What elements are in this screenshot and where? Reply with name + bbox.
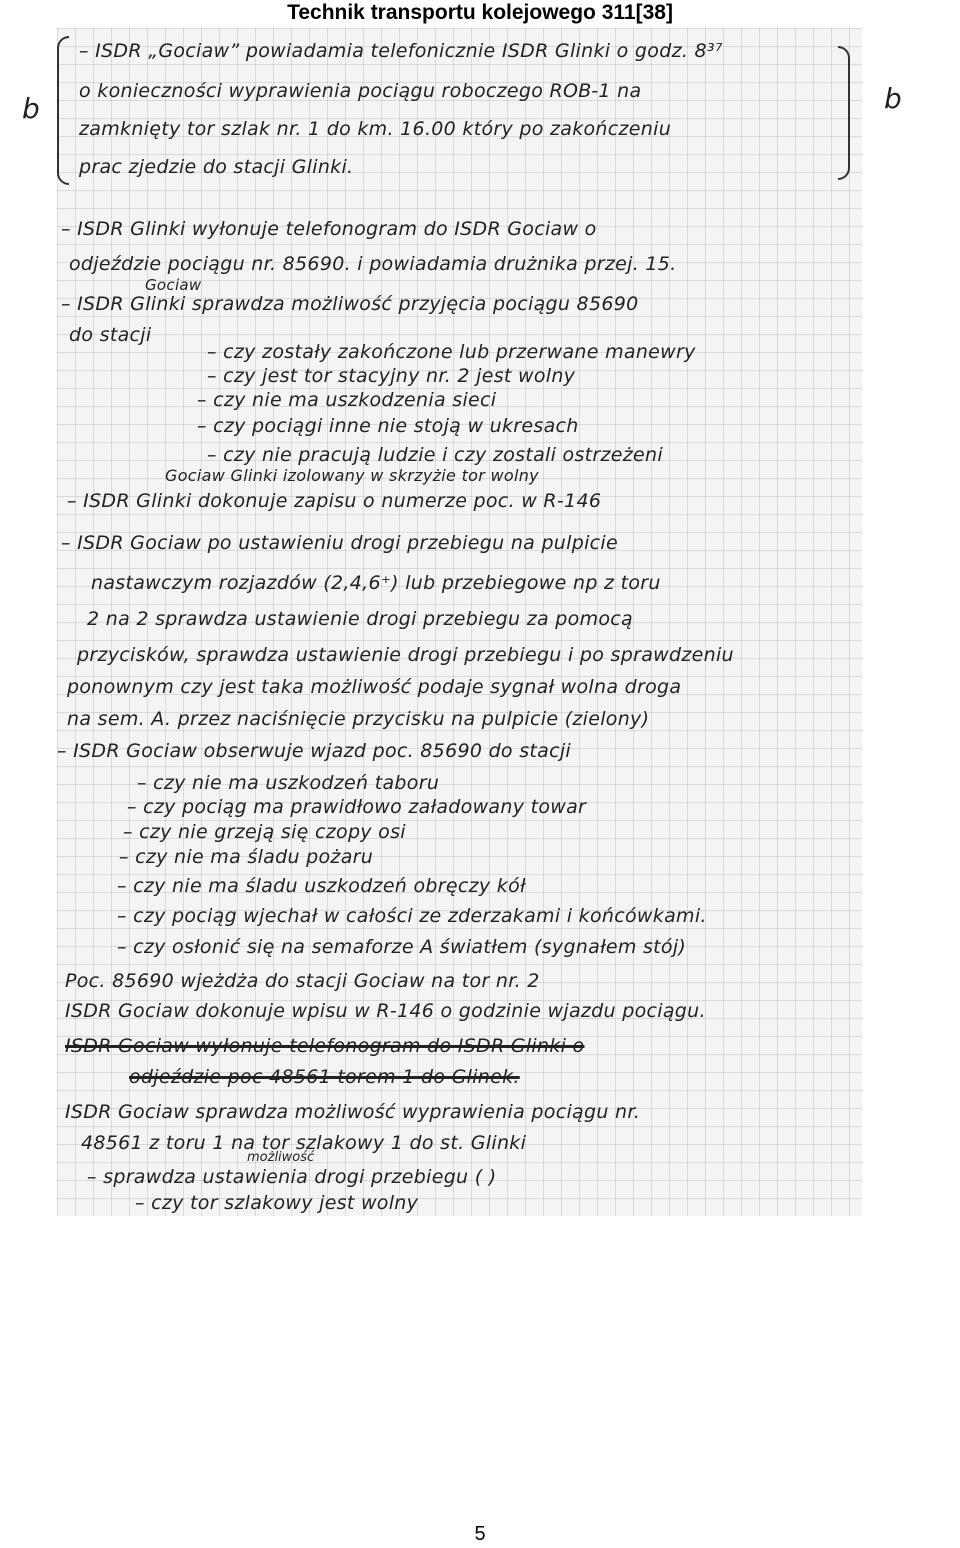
page-number: 5 <box>474 1523 486 1545</box>
note-line-insertion: Gociaw <box>145 276 202 294</box>
note-line: – ISDR Gociaw po ustawieniu drogi przebiegu na pulpicie <box>61 532 618 554</box>
note-line: nastawczym rozjazdów (2,4,6⁺) lub przebiegowe np z toru <box>91 572 661 594</box>
margin-label-left: b <box>22 92 40 125</box>
margin-label-right: b <box>884 82 902 115</box>
note-line: ISDR Gociaw sprawdza możliwość wyprawienia pociągu nr. <box>65 1101 641 1123</box>
note-line: – czy tor szlakowy jest wolny <box>135 1192 419 1214</box>
note-line: – czy nie ma śladu pożaru <box>119 846 374 868</box>
note-line: odjeździe pociągu nr. 85690. i powiadamia drużnika przej. 15. <box>69 253 677 275</box>
note-line: zamknięty tor szlak nr. 1 do km. 16.00 który po zakończeniu <box>79 118 672 140</box>
note-line: – ISDR „Gociaw” powiadamia telefonicznie ISDR Glinki o godz. 8³⁷ <box>79 40 723 62</box>
note-line: Poc. 85690 wjeżdża do stacji Gociaw na tor nr. 2 <box>65 970 540 992</box>
note-line: – ISDR Glinki sprawdza możliwość przyjęcia pociągu 85690 <box>61 293 639 315</box>
note-line: – ISDR Glinki wyłonuje telefonogram do ISDR Gociaw o <box>61 218 597 240</box>
note-line: na sem. A. przez naciśnięcie przycisku na pulpicie (zielony) <box>67 708 650 730</box>
note-line: ISDR Gociaw dokonuje wpisu w R-146 o godzinie wjazdu pociągu. <box>65 1000 706 1022</box>
note-line: o konieczności wyprawienia pociągu roboczego ROB-1 na <box>79 80 642 102</box>
note-line: Gociaw Glinki izolowany w skrzyżie tor wolny <box>165 466 539 485</box>
page-title: Technik transportu kolejowego 311[38] <box>287 1 673 24</box>
note-line: do stacji <box>69 324 152 346</box>
note-line: – czy nie ma śladu uszkodzeń obręczy kół <box>117 875 526 897</box>
note-line: 2 na 2 sprawdza ustawienie drogi przebiegu za pomocą <box>87 608 633 630</box>
handwritten-notes-scan <box>57 28 862 1216</box>
note-line: – czy nie pracują ludzie i czy zostali ostrzeżeni <box>207 444 663 466</box>
crossed-out-line: odjeździe poc 48561 torem 1 do Glinek. <box>129 1066 520 1088</box>
note-line: – czy pociąg ma prawidłowo załadowany towar <box>127 796 587 818</box>
note-line: – czy jest tor stacyjny nr. 2 jest wolny <box>207 365 576 387</box>
crossed-out-line: ISDR Gociaw wyłonuje telefonogram do ISDR Glinki o <box>65 1035 585 1057</box>
note-line: przycisków, sprawdza ustawienie drogi przebiegu i po sprawdzeniu <box>77 644 734 666</box>
note-line: – czy nie ma uszkodzenia sieci <box>197 389 497 411</box>
inserted-note: możliwość <box>247 1150 315 1165</box>
note-line: – ISDR Gociaw obserwuje wjazd poc. 85690 do stacji <box>57 740 571 762</box>
note-line: – sprawdza ustawienia drogi przebiegu ( ) <box>87 1166 497 1188</box>
note-line: – czy pociągi inne nie stoją w ukresach <box>197 415 579 437</box>
note-line: – czy pociąg wjechał w całości ze zderzakami i końcówkami. <box>117 905 707 927</box>
note-line: – czy osłonić się na semaforze A światłem (sygnałem stój) <box>117 936 687 958</box>
note-line: – czy zostały zakończone lub przerwane manewry <box>207 341 696 363</box>
note-line: – czy nie ma uszkodzeń taboru <box>137 772 440 794</box>
note-line: prac zjedzie do stacji Glinki. <box>79 156 354 178</box>
note-line: – czy nie grzeją się czopy osi <box>123 821 406 843</box>
note-line: – ISDR Glinki dokonuje zapisu o numerze poc. w R-146 <box>67 490 602 512</box>
note-line: ponownym czy jest taka możliwość podaje sygnał wolna droga <box>67 676 682 698</box>
note-line: 48561 z toru 1 na tor szlakowy 1 do st. Glinki <box>81 1132 527 1154</box>
